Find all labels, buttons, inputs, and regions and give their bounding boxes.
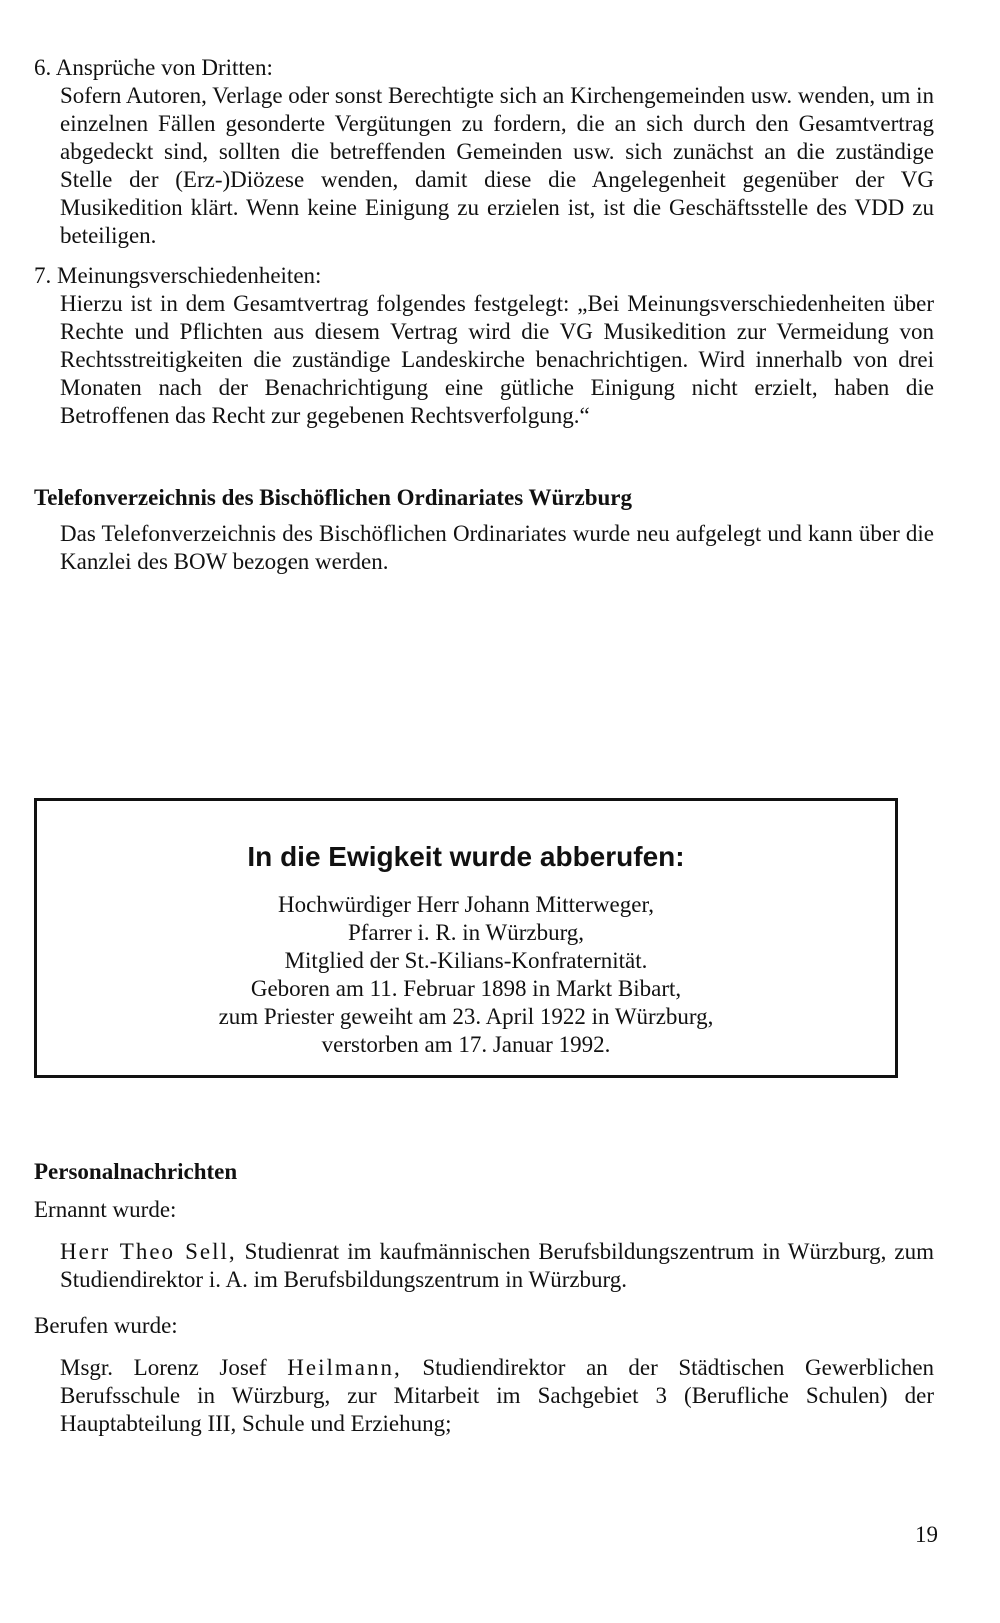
personal-section <box>34 1158 934 1438</box>
page-number: 19 <box>915 1522 938 1547</box>
telefon-title: Telefonverzeichnis des Bischöflichen Ordinariates Würzburg <box>34 485 632 510</box>
berufen-name: Heilmann, <box>287 1355 402 1380</box>
telefon-section <box>34 484 934 576</box>
section-6-heading: 6. Ansprüche von Dritten: <box>34 55 273 80</box>
obituary-heading: In die Ewigkeit wurde abberufen: <box>247 841 685 872</box>
ernannt-entry <box>34 1238 934 1294</box>
section-6 <box>34 54 934 250</box>
obituary-box <box>34 798 898 1078</box>
berufen-prefix: Msgr. Lorenz Josef <box>60 1355 267 1380</box>
section-6-body: Sofern Autoren, Verlage oder sonst Berechtigte sich an Kirchengemeinden usw. wenden, um in einzelnen Fällen gesonderte Vergütungen zu fordern, die an sich durch den Gesamtvertrag abgedeckt sind, sollten die betreffenden Gemeinden usw. sich zunächst an die zuständige Stelle der (Erz-)Diözese wenden, damit diese die Angelegenheit gegenüber der VG Musikedition klärt. Wenn keine Einigung zu erzielen ist, ist die Geschäftsstelle des VDD zu beteiligen. <box>60 83 934 248</box>
berufen-label: Berufen wurde: <box>34 1313 178 1338</box>
obituary-line: Mitglied der St.-Kilians-Konfraternität. <box>284 948 648 973</box>
ernannt-text: Studienrat im kaufmännischen Berufsbildungszentrum in Würzburg, zum Studiendirektor i. A. im Berufsbildungszentrum in Würzburg. <box>60 1239 935 1292</box>
section-7 <box>34 262 934 430</box>
section-7-body: Hierzu ist in dem Gesamtvertrag folgendes festgelegt: „Bei Meinungsverschiedenheiten über Rechte und Pflichten aus diesem Vertrag wird die VG Musikedition zur Vermeidung von Rechtsstreitigkeiten die zuständige Landeskirche benachrichtigen. Wird innerhalb von drei Monaten nach der Benachrichtigung eine gütliche Einigung nicht erzielt, haben die Betroffenen das Recht zur gegebenen Rechtsverfolgung.“ <box>60 291 934 428</box>
obituary-line: verstorben am 17. Januar 1992. <box>321 1032 611 1057</box>
berufen-text: Studiendirektor an der Städtischen Gewerblichen Berufsschule in Würzburg, zur Mitarbeit im Sachgebiet 3 (Berufliche Schulen) der Hauptabteilung III, Schule und Erziehung; <box>60 1355 935 1436</box>
telefon-body: Das Telefonverzeichnis des Bischöflichen Ordinariates wurde neu aufgelegt und kann über die Kanzlei des BOW bezogen werden. <box>60 521 934 574</box>
obituary-line: Pfarrer i. R. in Würzburg, <box>347 920 585 945</box>
obituary-line: zum Priester geweiht am 23. April 1922 in Würzburg, <box>218 1004 714 1029</box>
berufen-entry <box>34 1354 934 1438</box>
document-page <box>34 55 934 576</box>
personal-title: Personalnachrichten <box>34 1159 238 1184</box>
section-7-heading: 7. Meinungsverschiedenheiten: <box>34 263 322 288</box>
ernannt-name: Herr Theo Sell, <box>60 1239 237 1264</box>
obituary-line: Geboren am 11. Februar 1898 in Markt Bibart, <box>250 976 682 1001</box>
obituary-line: Hochwürdiger Herr Johann Mitterweger, <box>278 892 654 917</box>
ernannt-label: Ernannt wurde: <box>34 1197 177 1222</box>
